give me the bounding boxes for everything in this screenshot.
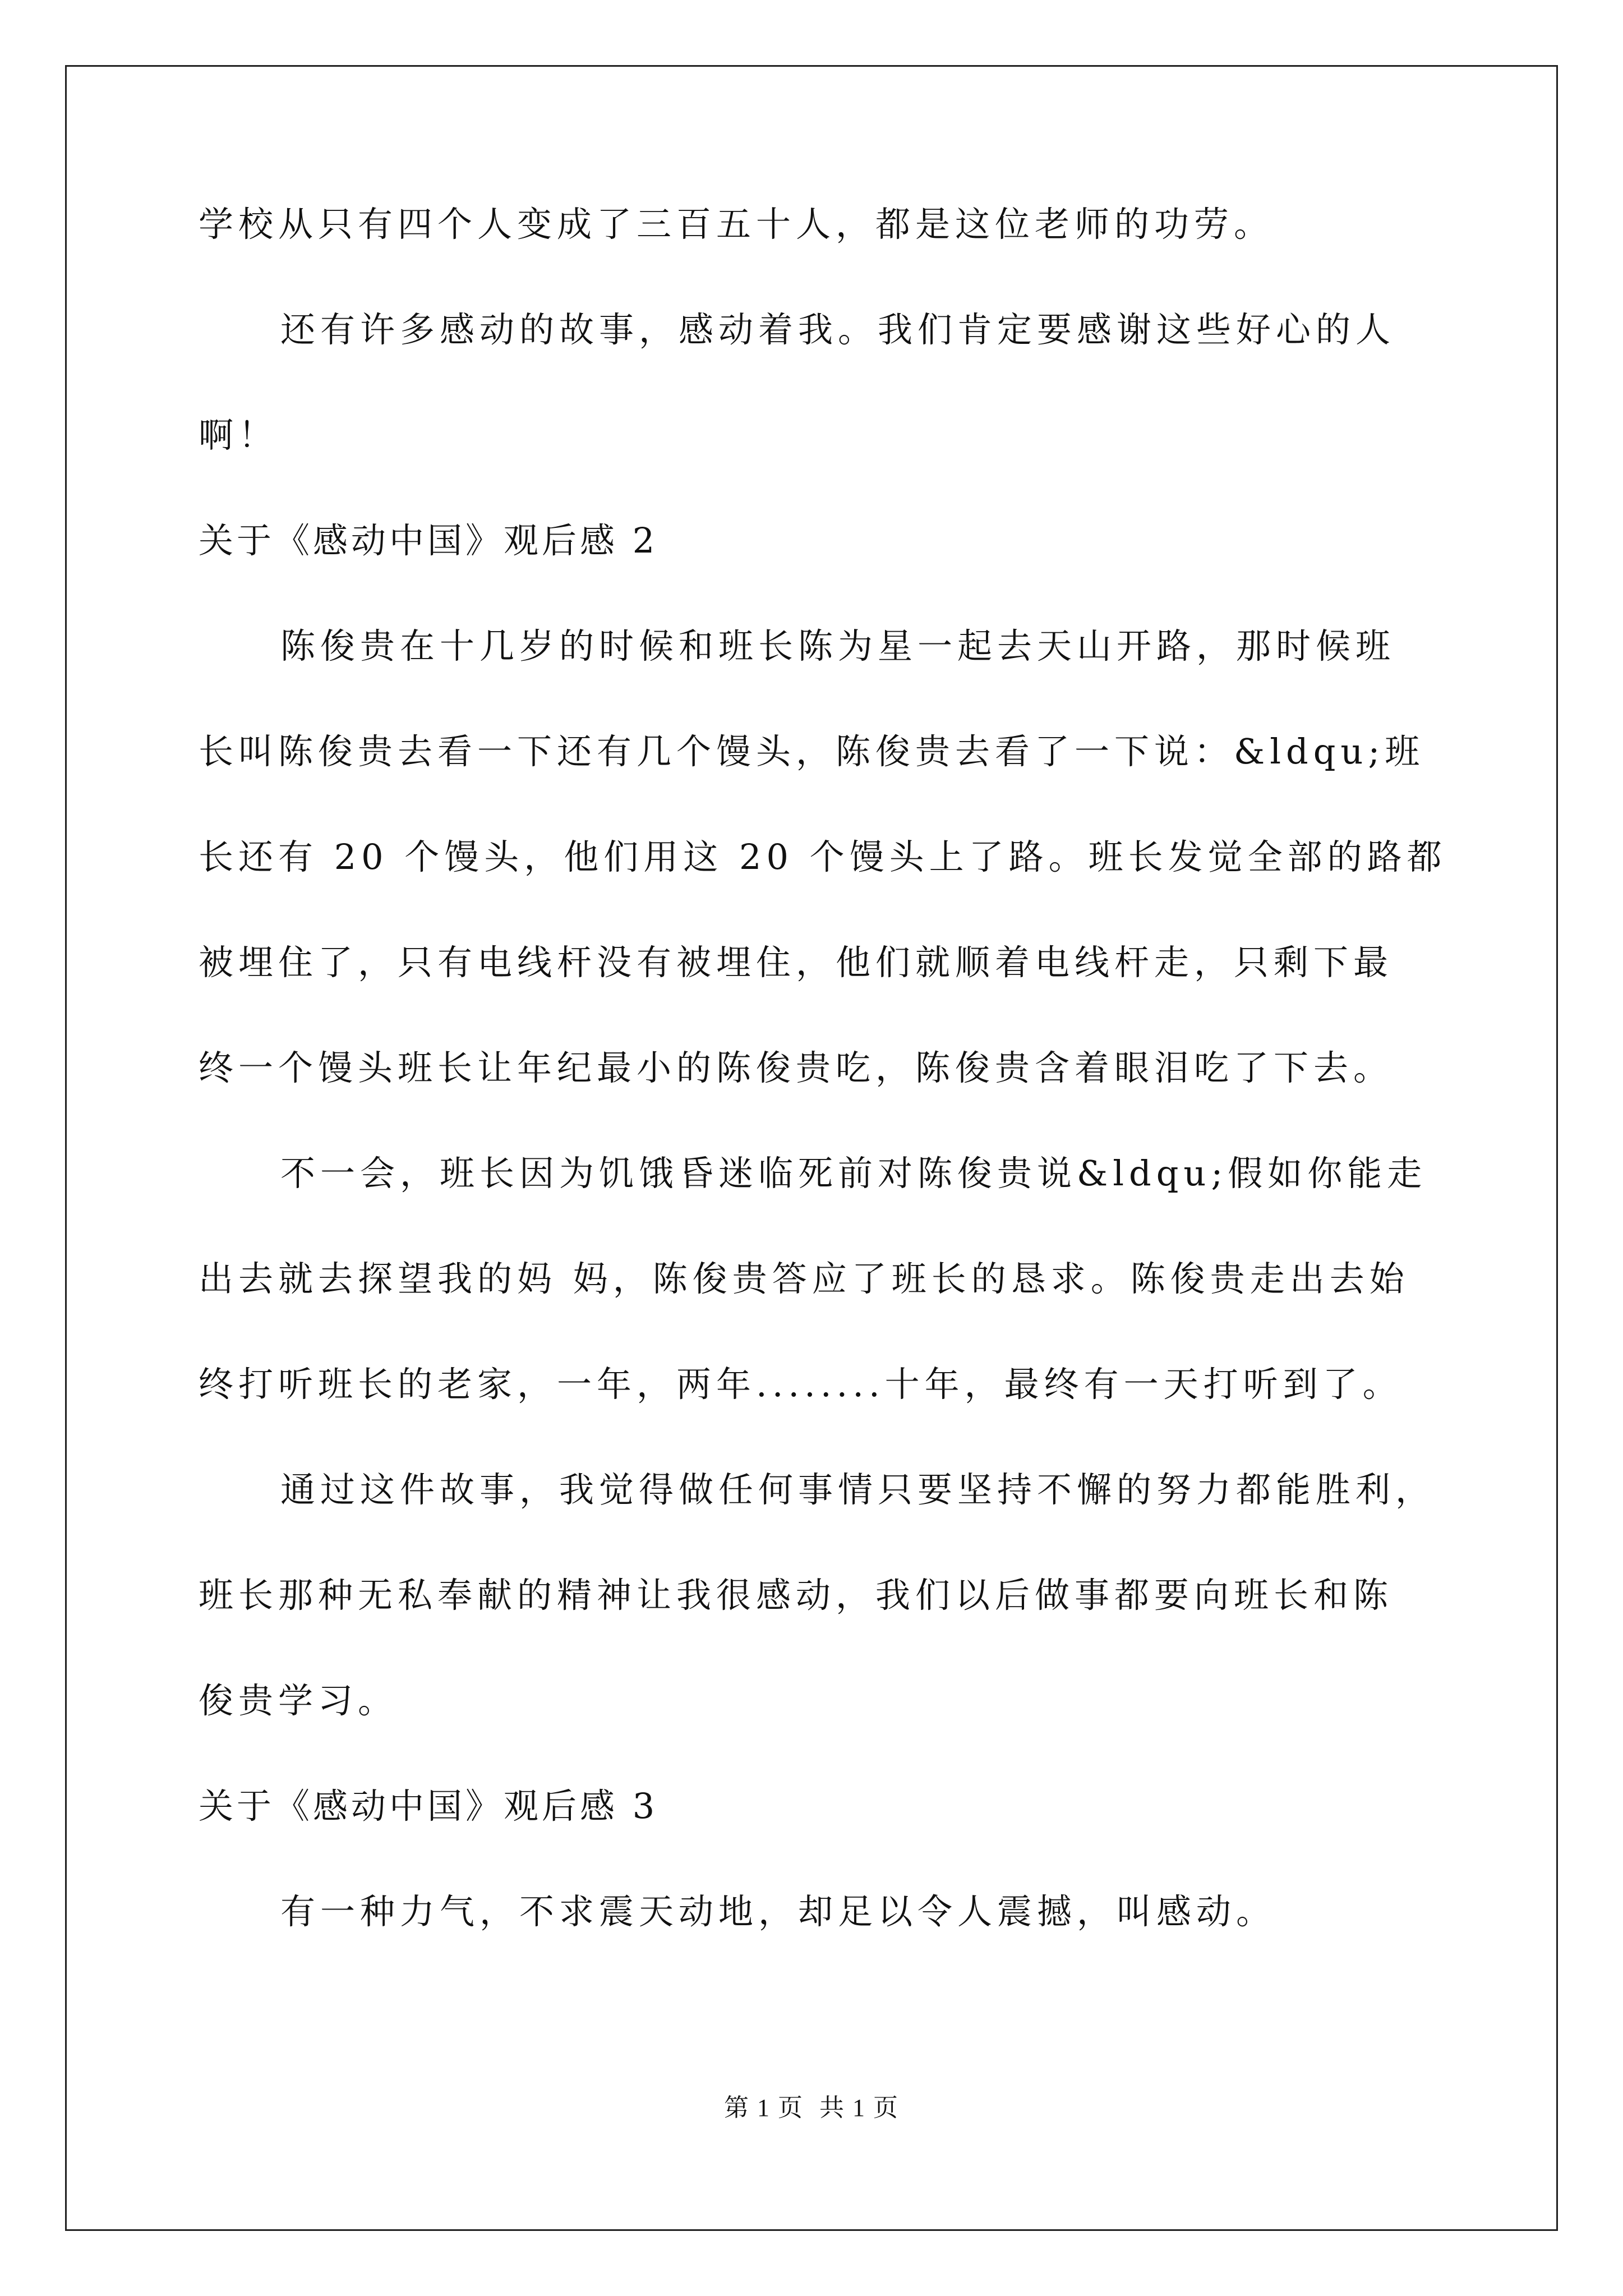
paragraph-line: 还有许多感动的故事，感动着我。我们肯定要感谢这些好心的人 [280, 309, 1396, 350]
section-heading: 关于《感动中国》观后感 2 [199, 520, 658, 561]
paragraph-line: 啊！ [199, 415, 279, 455]
page-footer [0, 2091, 1623, 2125]
page-number: 第 1 页 [724, 2094, 804, 2122]
paragraph-line: 长叫陈俊贵去看一下还有几个馒头，陈俊贵去看了一下说：&ldqu;班 [199, 731, 1425, 772]
paragraph-line: 学校从只有四个人变成了三百五十人，都是这位老师的功劳。 [199, 204, 1274, 245]
paragraph-line: 出去就去探望我的妈 妈，陈俊贵答应了班长的恳求。陈俊贵走出去始 [199, 1258, 1409, 1299]
paragraph-line: 班长那种无私奉献的精神让我很感动，我们以后做事都要向班长和陈 [199, 1575, 1394, 1616]
paragraph-line: 俊贵学习。 [199, 1680, 398, 1721]
paragraph-line: 被埋住了，只有电线杆没有被埋住，他们就顺着电线杆走，只剩下最 [199, 942, 1394, 983]
paragraph-line: 陈俊贵在十几岁的时候和班长陈为星一起去天山开路，那时候班 [280, 625, 1396, 666]
paragraph-line: 不一会，班长因为饥饿昏迷临死前对陈俊贵说&ldqu;假如你能走 [280, 1153, 1427, 1194]
paragraph-line: 终打听班长的老家，一年，两年........十年，最终有一天打听到了。 [199, 1364, 1403, 1405]
paragraph-line: 通过这件故事，我觉得做任何事情只要坚持不懈的努力都能胜利， [280, 1469, 1436, 1510]
paragraph-line: 终一个馒头班长让年纪最小的陈俊贵吃，陈俊贵含着眼泪吃了下去。 [199, 1047, 1394, 1088]
section-heading: 关于《感动中国》观后感 3 [199, 1786, 658, 1826]
page-total: 共 1 页 [819, 2094, 899, 2122]
paragraph-line: 长还有 20 个馒头，他们用这 20 个馒头上了路。班长发觉全部的路都 [199, 836, 1447, 877]
paragraph-line: 有一种力气，不求震天动地，却足以令人震撼，叫感动。 [280, 1891, 1276, 1932]
